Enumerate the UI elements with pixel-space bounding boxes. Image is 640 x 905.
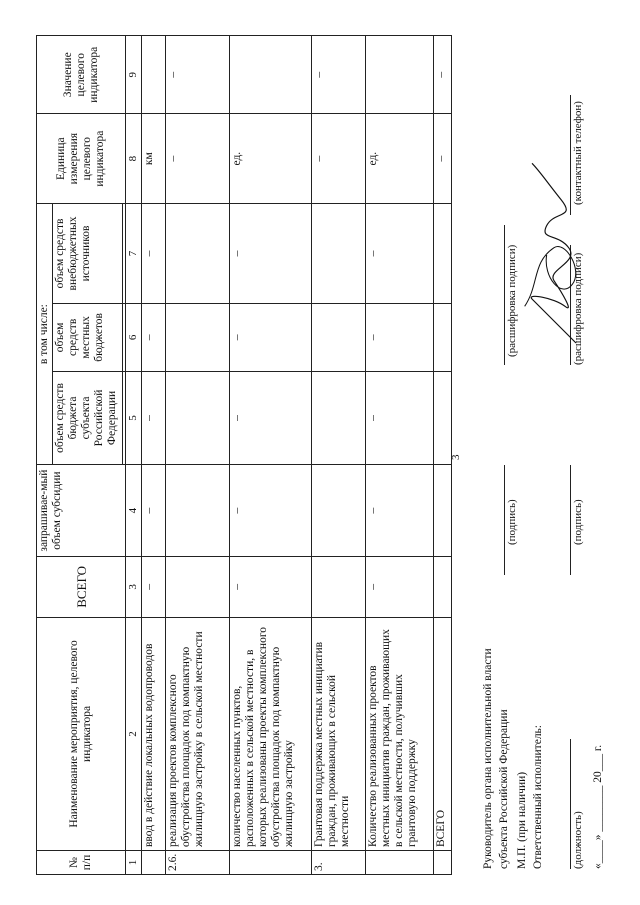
col-number: 6 [126,304,142,372]
header-regional: объем средств бюджета субъекта Российской Федерации [53,371,123,465]
row-local [166,304,230,372]
table-row [434,36,452,875]
row-value: – [434,36,452,114]
signature-caption: (подпись) [572,499,584,545]
row-regional: – [230,371,312,465]
position-caption: (должность) [572,811,584,869]
row-requested [166,465,230,557]
row-extra [166,203,230,303]
position-line [570,739,571,869]
row-name: количество населенных пунктов, расположенных в сельской местности, в которых реализованы проекты комплексного обустройства площадок под компактную жилищную застройку [230,617,312,850]
row-local [434,304,452,372]
header-requested: запрашивае-мый объем субсидии [37,465,126,557]
header-local: объем средств местных бюджетов [53,304,123,372]
row-num [434,851,452,875]
header-in-that-number: в том числе: [37,203,53,465]
row-num [230,851,312,875]
row-regional [312,371,366,465]
row-unit: – [312,114,366,203]
executor-label: Ответственный исполнитель: [532,725,544,869]
row-local: – [366,304,434,372]
table-row [312,36,366,875]
row-value [142,36,166,114]
row-extra: – [142,203,166,303]
row-name: ввод в действие локальных водопроводов [142,617,166,850]
row-unit: ед. [230,114,312,203]
row-extra: – [230,203,312,303]
row-requested: – [142,465,166,557]
row-value [230,36,312,114]
row-name: Количество реализованных проектов местных инициатив граждан, проживающих в сельской местности, получивших грантовую поддержку [366,617,434,850]
row-regional [434,371,452,465]
table-row [230,36,312,875]
header-extrabudget: объем средств внебюджетных источников [53,203,123,303]
row-num: 2.6. [166,851,230,875]
col-number: 8 [126,114,142,203]
row-num [366,851,434,875]
header-total: ВСЕГО [37,556,126,617]
row-total: – [142,556,166,617]
decode-line [504,225,505,365]
row-requested: – [366,465,434,557]
signature-line [570,465,571,575]
row-extra: – [366,203,434,303]
col-number: 9 [126,36,142,114]
row-total: – [230,556,312,617]
col-number: 5 [126,371,142,465]
row-value: – [166,36,230,114]
handwritten-signature [510,125,620,385]
row-name: реализация проектов комплексного обустройства площадок под компактную жилищную застройку в сельской местности [166,617,230,850]
row-requested: – [230,465,312,557]
decode-caption: (расшифровка подписи) [506,244,518,357]
row-total: – [366,556,434,617]
stamp-note: М.П. (при наличии) [516,771,528,869]
indicators-table [36,35,452,875]
row-total [312,556,366,617]
row-local [312,304,366,372]
row-name: ВСЕГО [434,617,452,850]
row-num: 3. [312,851,366,875]
row-local: – [230,304,312,372]
col-number: 2 [126,617,142,850]
row-regional: – [142,371,166,465]
row-total [166,556,230,617]
signature-caption: (подпись) [506,499,518,545]
row-value: – [312,36,366,114]
table-row [366,36,434,875]
row-regional: – [366,371,434,465]
head-title-line1: Руководитель органа исполнительной власти [482,648,494,869]
header-num: № п/п [37,851,126,875]
phone-caption: (контактный телефон) [572,101,584,205]
row-total [434,556,452,617]
row-unit: ед. [366,114,434,203]
row-name: Грантовая поддержка местных инициатив граждан, проживающих в сельской местности [312,617,366,850]
col-number: 3 [126,556,142,617]
table-row [166,36,230,875]
row-extra [312,203,366,303]
row-unit: – [434,114,452,203]
header-value: Значение целевого индикатора [37,36,126,114]
col-number: 7 [126,203,142,303]
head-title-line2: субъекта Российской Федерации [498,709,510,869]
table-row [142,36,166,875]
decode-caption: (расшифровка подписи) [572,252,584,365]
row-regional [166,371,230,465]
signature-line [504,465,505,575]
row-unit: км [142,114,166,203]
header-name: Наименование мероприятия, целевого индикатора [37,617,126,850]
row-unit: – [166,114,230,203]
row-requested [434,465,452,557]
col-number: 4 [126,465,142,557]
header-unit: Единица измерения целевого индикатора [37,114,126,203]
row-extra [434,203,452,303]
row-local: – [142,304,166,372]
col-number: 1 [126,851,142,875]
row-requested [312,465,366,557]
row-value [366,36,434,114]
row-num [142,851,166,875]
date-line: «____» ________ 20___ г. [592,744,604,869]
page-number: 3 [450,454,462,460]
